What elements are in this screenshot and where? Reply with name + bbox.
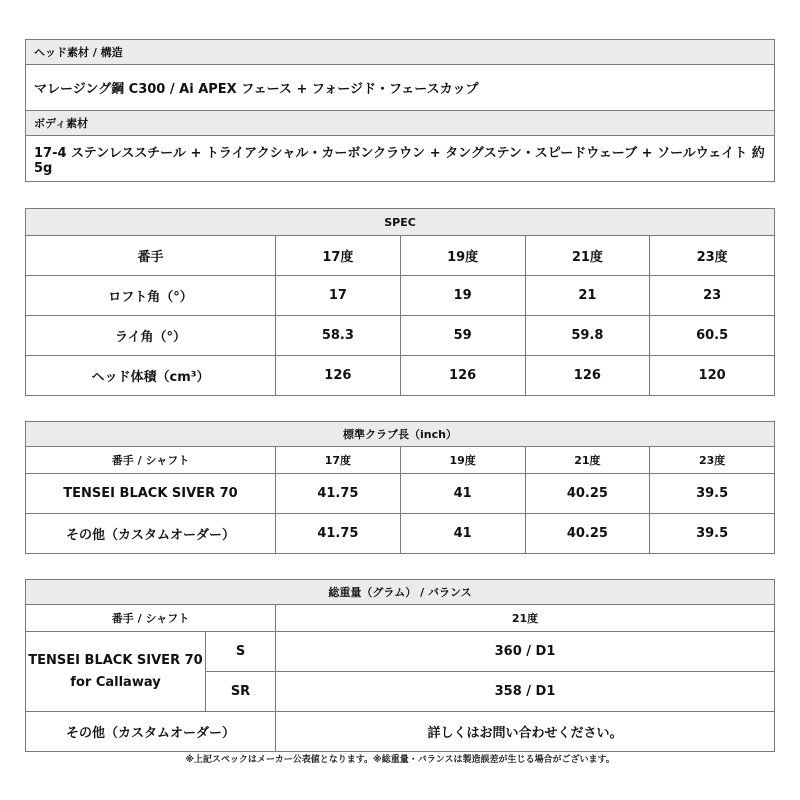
spec-cell: 58.3 <box>276 316 401 356</box>
length-cell: 39.5 <box>650 474 775 514</box>
length-cell: 41.75 <box>276 474 401 514</box>
length-cell: 41 <box>400 514 525 554</box>
flex-sr-label: SR <box>206 672 276 712</box>
spec-header-cell: 番手 <box>26 236 276 276</box>
flex-s-label: S <box>206 632 276 672</box>
length-header-cell: 番手 / シャフト <box>26 447 276 474</box>
spec-cell: 23 <box>650 276 775 316</box>
spec-header-cell: 17度 <box>276 236 401 276</box>
spec-cell: 19 <box>400 276 525 316</box>
spec-header-cell: 19度 <box>400 236 525 276</box>
weight-header-loft: 21度 <box>276 605 775 632</box>
spec-table <box>25 208 775 396</box>
spec-row-lie <box>26 316 775 356</box>
spec-cell: 60.5 <box>650 316 775 356</box>
spec-header-cell: 21度 <box>525 236 650 276</box>
spec-row-label: ヘッド体積（cm³） <box>26 356 276 396</box>
length-row-label: その他（カスタムオーダー） <box>26 514 276 554</box>
weight-shaft-line2: for Callaway <box>70 674 161 690</box>
spec-header-cell: 23度 <box>650 236 775 276</box>
weight-shaft-name <box>26 632 206 712</box>
spec-cell: 59 <box>400 316 525 356</box>
spec-row-volume <box>26 356 775 396</box>
spec-row-label: ライ角（°） <box>26 316 276 356</box>
footnote: ※上記スペックはメーカー公表値となります。※総重量・バランスは製造誤差が生じる場合がございます。 <box>185 755 615 765</box>
length-row-custom <box>26 514 775 554</box>
length-header-cell: 19度 <box>400 447 525 474</box>
club-length-table <box>25 421 775 554</box>
weight-custom-label: その他（カスタムオーダー） <box>26 712 276 752</box>
spec-title: SPEC <box>26 209 775 236</box>
length-title: 標準クラブ長（inch） <box>26 422 775 447</box>
spec-row-label: ロフト角（°） <box>26 276 276 316</box>
length-header-cell: 21度 <box>525 447 650 474</box>
head-material-label: ヘッド素材 / 構造 <box>26 40 775 65</box>
weight-value-s: 360 / D1 <box>276 632 775 672</box>
spec-cell: 21 <box>525 276 650 316</box>
materials-table <box>25 39 775 182</box>
weight-custom-value: 詳しくはお問い合わせください。 <box>276 712 775 752</box>
length-header-cell: 17度 <box>276 447 401 474</box>
length-cell: 40.25 <box>525 514 650 554</box>
spec-cell: 17 <box>276 276 401 316</box>
spec-row-loft <box>26 276 775 316</box>
body-material-label: ボディ素材 <box>26 111 775 136</box>
weight-header-label: 番手 / シャフト <box>26 605 276 632</box>
head-material-value: マレージング鋼 C300 / Ai APEX フェース + フォージド・フェースカップ <box>26 65 775 111</box>
spec-cell: 126 <box>276 356 401 396</box>
spec-cell: 59.8 <box>525 316 650 356</box>
length-row-tensei <box>26 474 775 514</box>
spec-cell: 126 <box>400 356 525 396</box>
spec-cell: 126 <box>525 356 650 396</box>
weight-balance-table <box>25 579 775 752</box>
weight-shaft-line1: TENSEI BLACK SIVER 70 <box>28 652 203 668</box>
length-cell: 39.5 <box>650 514 775 554</box>
length-cell: 41.75 <box>276 514 401 554</box>
length-row-label: TENSEI BLACK SIVER 70 <box>26 474 276 514</box>
body-material-value: 17-4 ステンレススチール + トライアクシャル・カーボンクラウン + タングステン・スピードウェーブ + ソールウェイト 約5g <box>26 136 775 182</box>
weight-row-s <box>26 632 775 672</box>
weight-value-sr: 358 / D1 <box>276 672 775 712</box>
length-cell: 41 <box>400 474 525 514</box>
length-header-cell: 23度 <box>650 447 775 474</box>
weight-row-custom <box>26 712 775 752</box>
spec-cell: 120 <box>650 356 775 396</box>
length-cell: 40.25 <box>525 474 650 514</box>
weight-title: 総重量（グラム） / バランス <box>26 580 775 605</box>
